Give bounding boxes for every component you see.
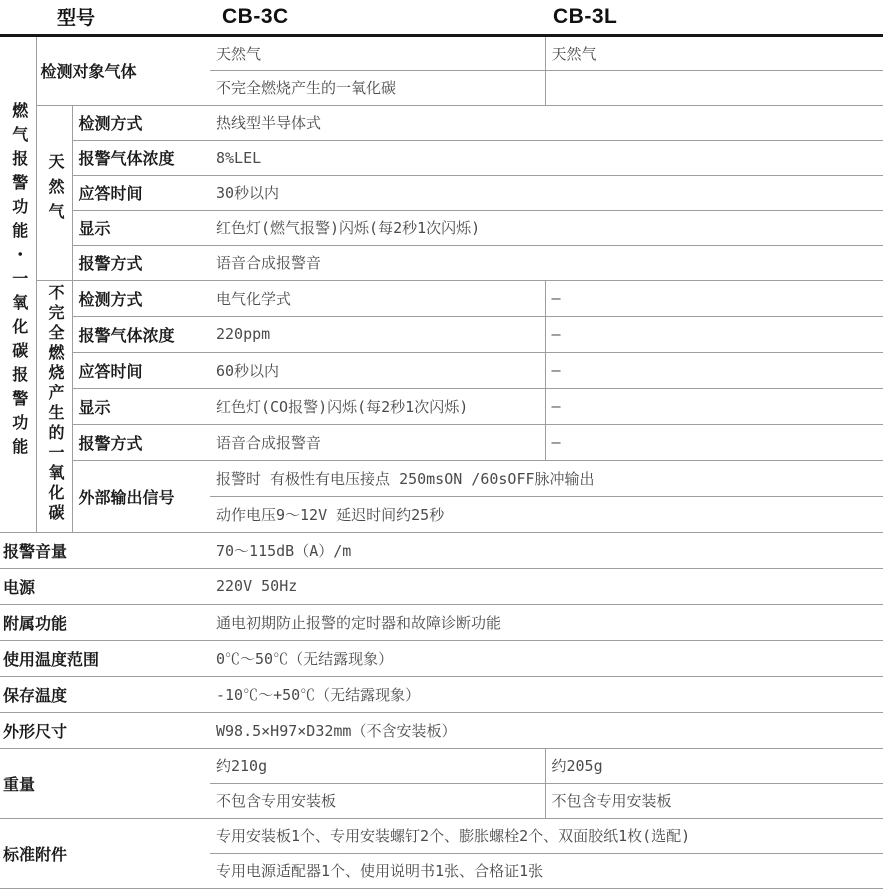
table-row	[0, 316, 883, 352]
co-alarm-mode-label: 报警方式	[72, 424, 210, 460]
co-response-time-cb3c: 60秒以内	[210, 352, 545, 388]
table-row	[0, 712, 883, 748]
ng-display-label: 显示	[72, 210, 210, 245]
co-detect-method-cb3c: 电气化学式	[210, 280, 545, 316]
co-detect-method-cb3l: –	[545, 280, 883, 316]
table-row	[0, 532, 883, 568]
weight-cb3c-2: 不包含专用安装板	[210, 783, 545, 818]
ng-alarm-mode-value: 语音合成报警音	[210, 245, 883, 280]
alarm-volume-label: 报警音量	[0, 532, 210, 568]
table-row	[0, 388, 883, 424]
table-row	[0, 280, 883, 316]
table-row	[0, 568, 883, 604]
external-output-label: 外部输出信号	[72, 460, 210, 532]
weight-cb3l-1: 约205g	[545, 748, 883, 783]
dimensions-value: W98.5×H97×D32mm（不含安装板）	[210, 712, 883, 748]
co-display-label: 显示	[72, 388, 210, 424]
table-row	[0, 676, 883, 712]
model-name-cb3l: CB-3L	[545, 0, 883, 35]
table-row	[0, 140, 883, 175]
weight-label: 重量	[0, 748, 210, 818]
ng-alarm-concentration-value: 8%LEL	[210, 140, 883, 175]
accessories-value-1: 专用安装板1个、专用安装螺钉2个、膨胀螺栓2个、双面胶纸1枚(选配)	[210, 818, 883, 853]
attached-function-label: 附属功能	[0, 604, 210, 640]
ng-alarm-mode-label: 报警方式	[72, 245, 210, 280]
ng-response-time-label: 应答时间	[72, 175, 210, 210]
detect-gas-cb3l-2	[545, 70, 883, 105]
table-row	[0, 35, 883, 70]
table-header-row	[0, 0, 883, 35]
detect-gas-label: 检测对象气体	[36, 35, 210, 105]
table-row	[0, 818, 883, 853]
co-display-cb3c: 红色灯(CO报警)闪烁(每2秒1次闪烁)	[210, 388, 545, 424]
co-alarm-mode-cb3l: –	[545, 424, 883, 460]
detect-gas-cb3c-2: 不完全燃烧产生的一氧化碳	[210, 70, 545, 105]
subgroup-label-co: 不完全燃烧产生的一氧化碳	[36, 280, 72, 532]
external-output-value-2: 动作电压9～12V 延迟时间约25秒	[210, 496, 883, 532]
table-row	[0, 105, 883, 140]
table-row	[0, 604, 883, 640]
accessories-label: 标准附件	[0, 818, 210, 888]
co-display-cb3l: –	[545, 388, 883, 424]
table-row	[0, 424, 883, 460]
power-value: 220V 50Hz	[210, 568, 883, 604]
alarm-volume-value: 70～115dB（A）/m	[210, 532, 883, 568]
ng-display-value: 红色灯(燃气报警)闪烁(每2秒1次闪烁)	[210, 210, 883, 245]
ng-detect-method-label: 检测方式	[72, 105, 210, 140]
table-row	[0, 210, 883, 245]
accessories-value-2: 专用电源适配器1个、使用说明书1张、合格证1张	[210, 853, 883, 888]
co-detect-method-label: 检测方式	[72, 280, 210, 316]
weight-cb3c-1: 约210g	[210, 748, 545, 783]
table-row	[0, 175, 883, 210]
power-label: 电源	[0, 568, 210, 604]
model-name-cb3c: CB-3C	[210, 0, 545, 35]
table-row	[0, 640, 883, 676]
detect-gas-cb3c-1: 天然气	[210, 35, 545, 70]
co-alarm-concentration-label: 报警气体浓度	[72, 316, 210, 352]
subgroup-label-natural-gas: 天然气	[36, 105, 72, 280]
operating-temp-value: 0℃～50℃（无结露现象）	[210, 640, 883, 676]
detect-gas-cb3l-1: 天然气	[545, 35, 883, 70]
co-response-time-cb3l: –	[545, 352, 883, 388]
co-alarm-mode-cb3c: 语音合成报警音	[210, 424, 545, 460]
ng-detect-method-value: 热线型半导体式	[210, 105, 883, 140]
group-label-gas-co-alarm: 燃气报警功能・一氧化碳报警功能	[0, 35, 36, 532]
co-alarm-concentration-cb3l: –	[545, 316, 883, 352]
table-row	[0, 352, 883, 388]
external-output-value-1: 报警时 有极性有电压接点 250msON /60sOFF脉冲输出	[210, 460, 883, 496]
ng-alarm-concentration-label: 报警气体浓度	[72, 140, 210, 175]
table-row	[0, 748, 883, 783]
table-row	[0, 460, 883, 496]
storage-temp-label: 保存温度	[0, 676, 210, 712]
operating-temp-label: 使用温度范围	[0, 640, 210, 676]
ng-response-time-value: 30秒以内	[210, 175, 883, 210]
co-response-time-label: 应答时间	[72, 352, 210, 388]
model-header-label: 型号	[0, 0, 210, 35]
storage-temp-value: -10℃～+50℃（无结露现象）	[210, 676, 883, 712]
dimensions-label: 外形尺寸	[0, 712, 210, 748]
weight-cb3l-2: 不包含专用安装板	[545, 783, 883, 818]
co-alarm-concentration-cb3c: 220ppm	[210, 316, 545, 352]
attached-function-value: 通电初期防止报警的定时器和故障诊断功能	[210, 604, 883, 640]
table-row	[0, 245, 883, 280]
